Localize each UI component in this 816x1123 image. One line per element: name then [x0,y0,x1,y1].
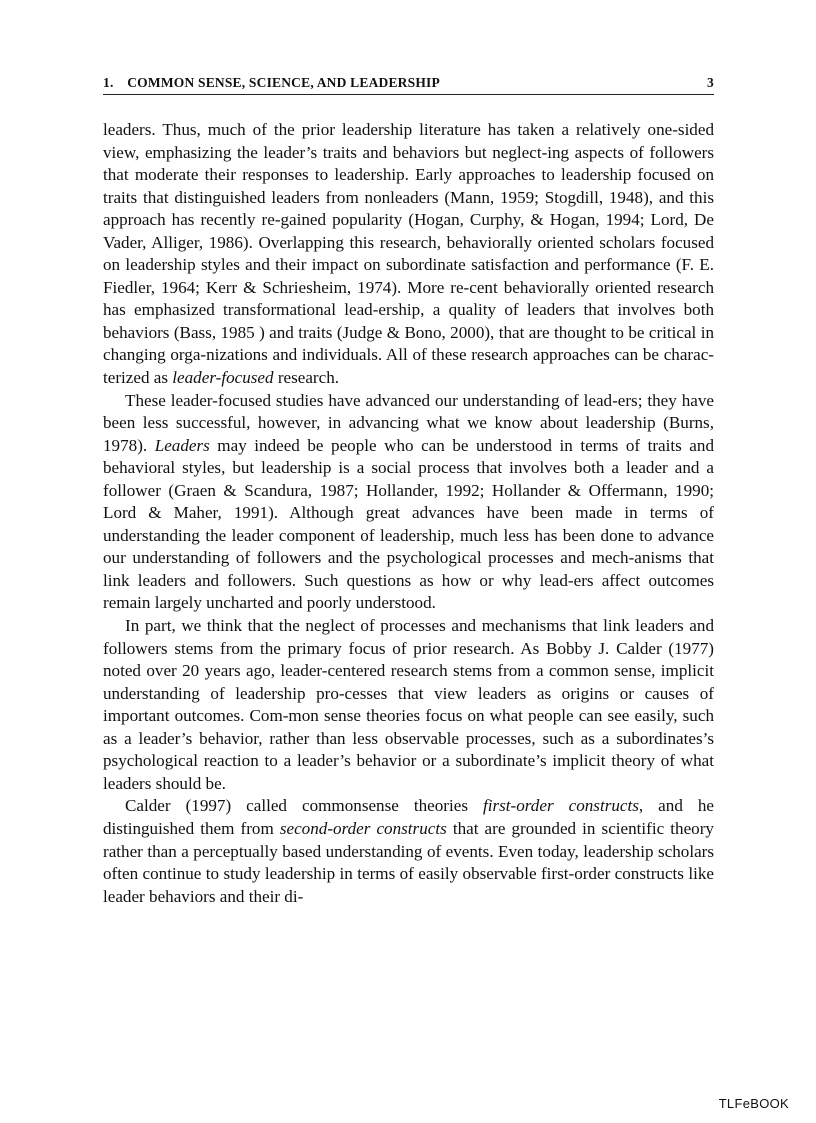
chapter-title: 1. COMMON SENSE, SCIENCE, AND LEADERSHIP [103,75,440,90]
text-run: that are grounded in scientific theory rather than a perceptually based understanding of events. Even today, leadership scholars often continue to study leadership in terms of easily observable first-order constructs like leader behaviors and their di- [103,818,714,906]
text-run: leaders. Thus, much of the prior leadership literature has taken a relatively one-sided view, emphasizing the leader’s traits and behaviors but neglect-ing aspects of followers that moderate their responses to leadership. Early approaches to leadership focused on traits that distinguished leaders from nonleaders (Mann, 1959; Stogdill, 1948), and this approach has recently re-gained popularity (Hogan, Curphy, & Hogan, 1994; Lord, De Vader, Alliger, 1986). Overlapping this research, behaviorally oriented scholars focused on leadership styles and their impact on subordinate satisfaction and performance (F. E. Fiedler, 1964; Kerr & Schriesheim, 1974). More re-cent behaviorally oriented research has emphasized transformational lead-ership, a quality of leaders that involves both behaviors (Bass, 1985 ) and traits (Judge & Bono, 2000), that are thought to be critical in changing orga-nizations and individuals. All of these research approaches can be charac-terized as [103,120,714,388]
text-run: research. [273,368,340,388]
watermark: TLFeBOOK [718,1096,789,1111]
emphasis: second-order constructs [279,818,447,838]
body-text [103,119,714,908]
page-number: 3 [707,75,714,90]
text-run: In part, we think that the neglect of processes and mechanisms that link leaders and followers stems from the primary focus of prior research. As Bobby J. Calder (1977) noted over 20 years ago, leader-centered research stems from a common sense, implicit understanding of leadership pro-cesses that view leaders as origins or causes of important outcomes. Com-mon sense theories focus on what people can see easily, such as a leader’s behavior, rather than less observable processes, such as a subordinates’s psychological reaction to a leader’s behavior or a subordinate’s implicit theory of what leaders should be. [103,616,714,793]
emphasis: first-order constructs [483,796,639,816]
text-run: Calder (1997) called commonsense theories [125,796,483,816]
text-run: may indeed be people who can be understood in terms of traits and behavioral styles, but leadership is a social process that involves both a leader and a follower (Graen & Scandura, 1987; Hollander, 1992; Hollander & Offermann, 1990; Lord & Maher, 1991). Although great advances have been made in terms of understanding the leader component of leadership, much less has been done to advance our understanding of followers and the psychological processes and mech-anisms that link leaders and followers. Such questions as how or why lead-ers affect outcomes remain largely uncharted and poorly understood. [103,435,714,613]
paragraph [103,390,714,615]
emphasis: leader-focused [172,368,274,388]
paragraph [103,615,714,795]
paragraph [103,119,714,390]
text-run: , and he distinguished them from [103,796,715,838]
emphasis: Leaders [154,435,210,455]
text-run: These leader-focused studies have advanced our understanding of lead-ers; they have been less successful, however, in advancing what we know about leadership (Burns, 1978). [103,390,714,455]
paragraph [103,795,714,908]
running-header [103,75,714,95]
